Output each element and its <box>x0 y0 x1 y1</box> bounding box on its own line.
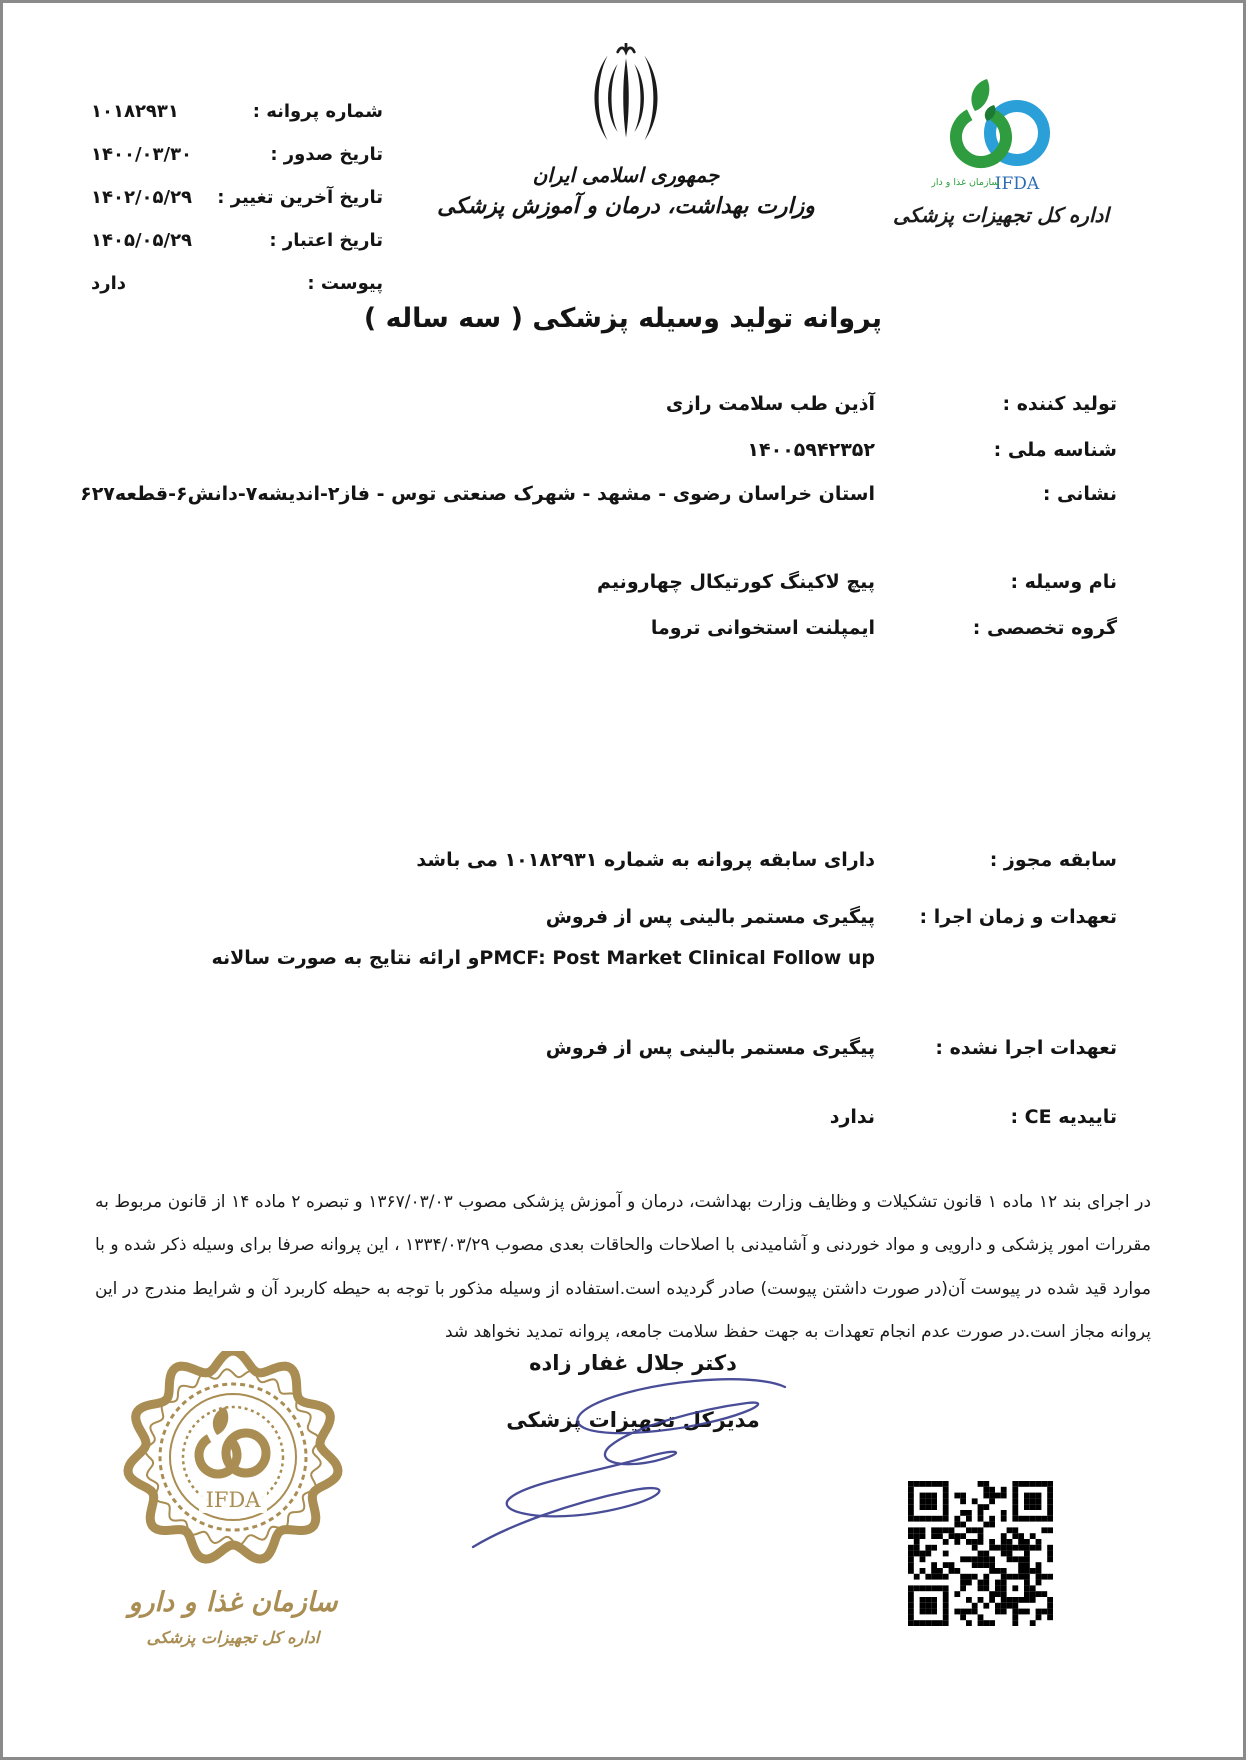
license-number-label: شماره پروانه : <box>252 101 383 122</box>
specialty-group-value: ایمپلنت استخوانی تروما <box>650 617 875 639</box>
ifda-dept-line: اداره کل تجهیزات پزشکی <box>893 203 1109 227</box>
address-label: نشانی : <box>1042 483 1117 505</box>
ce-approval-row <box>58 1106 1117 1128</box>
device-name-label: نام وسیله : <box>1010 571 1117 593</box>
license-number-value: ۱۰۱۸۲۹۳۱ <box>91 101 179 122</box>
unfulfilled-obligations-value: پیگیری مستمر بالینی پس از فروش <box>545 1037 875 1059</box>
national-id-value: ۱۴۰۰۵۹۴۲۳۵۲ <box>747 439 875 461</box>
national-id-row <box>58 439 1117 461</box>
last-change-date-label: تاریخ آخرین تغییر : <box>217 187 383 208</box>
ifda-org-small-text: سازمان غذا و دارو <box>931 177 1000 188</box>
seal-org-line: سازمان غذا و دارو <box>128 1587 338 1618</box>
seal-dept-line: اداره کل تجهیزات پزشکی <box>146 1628 320 1647</box>
attachment-label: پیوست : <box>307 273 383 294</box>
seal-latin-text: IFDA <box>205 1488 261 1512</box>
signature-block <box>443 1351 823 1432</box>
license-history-label: سابقه مجوز : <box>989 849 1117 871</box>
national-id-label: شناسه ملی : <box>993 439 1117 461</box>
obligations-pmcf-line: PMCF: Post Market Clinical Follow upو ارائه نتایج به صورت سالانه <box>211 947 875 969</box>
ce-approval-label: تاییدیه CE : <box>1010 1106 1117 1128</box>
specialty-group-label: گروه تخصصی : <box>972 617 1117 639</box>
attachment-value: دارد <box>91 273 127 294</box>
ministry-header <box>416 43 836 219</box>
last-change-date-value: ۱۴۰۲/۰۵/۲۹ <box>91 187 193 208</box>
last-change-date-row <box>91 187 383 230</box>
ifda-seal-block <box>109 1351 357 1647</box>
ifda-latin-text: IFDA <box>994 174 1040 194</box>
legal-text: در اجرای بند ۱۲ ماده ۱ قانون تشکیلات و وظایف وزارت بهداشت، درمان و آموزش پزشکی مصوب ۱۳۶۷/۰۳/۰۳ و تبصره ۲ ماده ۱۴ از قانون مربوط به مقررات امور پزشکی و دارویی و مواد خوردنی و آشامیدنی با اصلاحات والحاقات بعدی مصوب ۱۳۳۴/۰۳/۲۹ ، این پروانه صرفا برای وسیله ذکر شده و با موارد قید شده در پیوست آن(در صورت داشتن پیوست) صادر گردیده است.استفاده از وسیله مذکور با توجه به حیطه کاربرد آن و شرایط مندرج در این پروانه مجاز است.در صورت عدم انجام تعهدات به جهت حفظ سلامت جامعه، پروانه تمدید نخواهد شد <box>95 1192 1152 1343</box>
ifda-logo-icon <box>931 75 1071 197</box>
license-meta-block <box>91 101 383 316</box>
iran-emblem-icon <box>580 43 672 153</box>
validity-date-label: تاریخ اعتبار : <box>269 230 383 251</box>
validity-date-value: ۱۴۰۵/۰۵/۲۹ <box>91 230 193 251</box>
unfulfilled-obligations-label: تعهدات اجرا نشده : <box>935 1037 1117 1059</box>
signatory-name: دکتر جلال غفار زاده <box>529 1351 737 1375</box>
license-number-row <box>91 101 383 144</box>
unfulfilled-obligations-row <box>58 1037 1117 1059</box>
license-history-value: دارای سابقه پروانه به شماره ۱۰۱۸۲۹۳۱ می باشد <box>416 849 875 871</box>
specialty-group-row <box>58 617 1117 639</box>
device-name-row <box>58 571 1117 593</box>
address-row <box>58 483 1117 505</box>
obligations-label: تعهدات و زمان اجرا : <box>919 906 1117 928</box>
obligations-row <box>58 906 1117 928</box>
ministry-name-line: وزارت بهداشت، درمان و آموزش پزشکی <box>437 194 815 219</box>
license-history-row <box>58 849 1117 871</box>
issue-date-row <box>91 144 383 187</box>
qr-code <box>908 1481 1053 1626</box>
signature-scribble-icon <box>451 1375 811 1550</box>
device-name-value: پیچ لاکینگ کورتیکال چهارونیم <box>597 571 875 593</box>
producer-value: آذین طب سلامت رازی <box>665 393 875 415</box>
ministry-country-line: جمهوری اسلامی ایران <box>532 163 720 187</box>
ifda-header <box>871 75 1131 227</box>
validity-date-row <box>91 230 383 273</box>
address-value: استان خراسان رضوی - مشهد - شهرک صنعتی توس - فاز۲-اندیشه۷-دانش۶-قطعه۶۲۷ <box>80 483 875 505</box>
issue-date-label: تاریخ صدور : <box>270 144 383 165</box>
ifda-gold-seal-icon <box>113 1351 353 1583</box>
signatory-role: مدیرکل تجهیزات پزشکی <box>506 1408 760 1432</box>
page-title: پروانه تولید وسیله پزشکی ( سه ساله ) <box>363 303 883 334</box>
producer-row <box>58 393 1117 415</box>
issue-date-value: ۱۴۰۰/۰۳/۳۰ <box>91 144 193 165</box>
ce-approval-value: ندارد <box>829 1106 875 1128</box>
producer-label: تولید کننده : <box>1002 393 1117 415</box>
obligations-value: پیگیری مستمر بالینی پس از فروش <box>545 906 875 928</box>
